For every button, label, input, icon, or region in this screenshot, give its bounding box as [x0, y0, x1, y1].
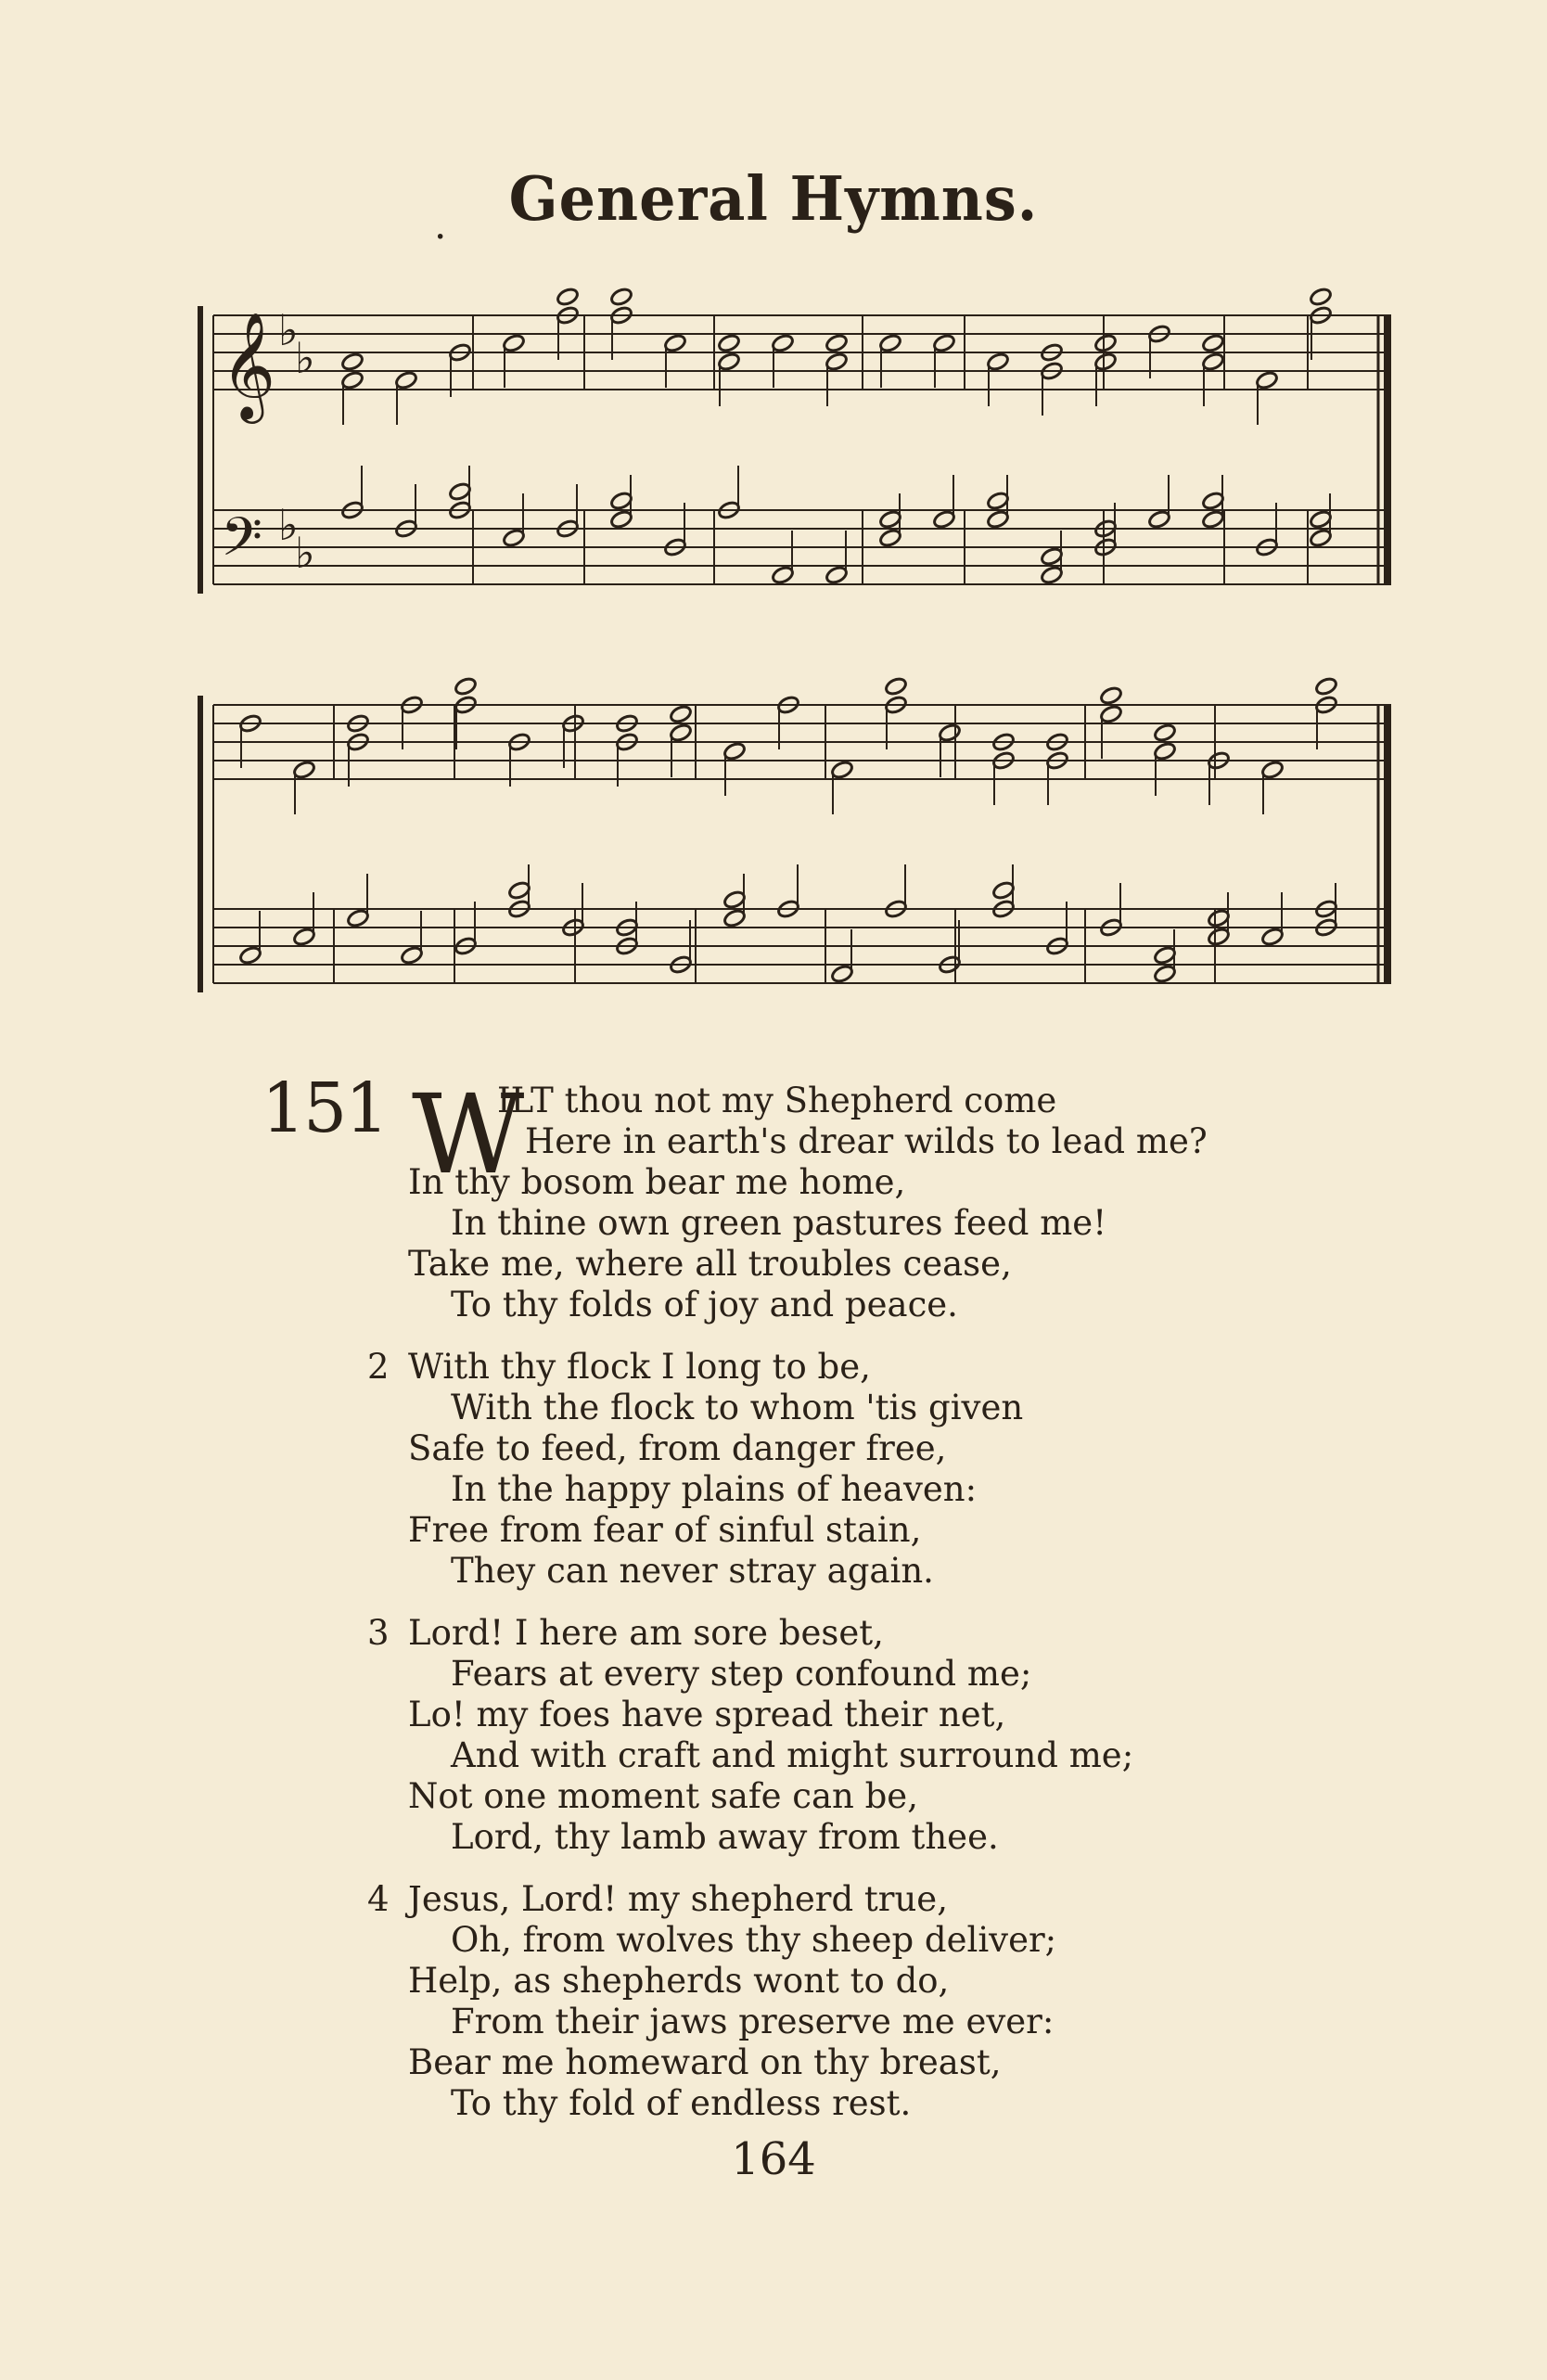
- note-head: [1099, 685, 1123, 706]
- note-head: [609, 287, 633, 307]
- verse-line: In thine own green pastures feed me!: [451, 1203, 1107, 1243]
- note-head: [1093, 333, 1118, 353]
- verse-number: 2: [367, 1347, 390, 1387]
- verse-line: Lord, thy lamb away from thee.: [451, 1817, 999, 1857]
- flat-sign: ♭: [295, 528, 315, 578]
- flat-sign: ♭: [295, 333, 315, 383]
- verse-line: Here in earth's drear wilds to lead me?: [525, 1121, 1208, 1161]
- verse-line: Oh, from wolves thy sheep deliver;: [451, 1920, 1057, 1960]
- verse-line: In the happy plains of heaven:: [451, 1469, 978, 1509]
- verse-number: 4: [367, 1879, 390, 1919]
- verse-line: To thy fold of endless rest.: [451, 2083, 912, 2123]
- verse-line: And with craft and might surround me;: [451, 1735, 1134, 1775]
- verse-line: From their jaws preserve me ever:: [451, 2002, 1055, 2041]
- verse-line: They can never stray again.: [451, 1551, 934, 1591]
- verse-line: Lord! I here am sore beset,: [408, 1613, 884, 1653]
- verse-line: Bear me homeward on thy breast,: [408, 2042, 1002, 2082]
- drop-cap: W: [412, 1070, 525, 1198]
- verse-line: Jesus, Lord! my shepherd true,: [408, 1879, 948, 1919]
- note-head: [454, 676, 478, 697]
- verse-line: Take me, where all troubles cease,: [408, 1244, 1012, 1284]
- header-mark: .: [434, 202, 447, 248]
- verse-line: Not one moment safe can be,: [408, 1776, 918, 1816]
- music-system-1: [195, 278, 1400, 621]
- verse-line: Lo! my foes have spread their net,: [408, 1695, 1006, 1734]
- note-head: [884, 676, 908, 697]
- verse-line: Safe to feed, from danger free,: [408, 1428, 947, 1468]
- note-head: [1201, 333, 1225, 353]
- verse-line: With the flock to whom 'tis given: [451, 1388, 1024, 1427]
- music-system-2: [195, 668, 1400, 1020]
- verse-line: To thy folds of joy and peace.: [451, 1285, 958, 1324]
- verse-line: With thy flock I long to be,: [408, 1347, 871, 1387]
- note-head: [1314, 676, 1338, 697]
- page-number: 164: [731, 2133, 816, 2185]
- page-title: General Hymns.: [508, 163, 1039, 235]
- verse-line: ILT thou not my Shepherd come: [497, 1081, 1057, 1120]
- bass-clef: 𝄢: [221, 505, 263, 582]
- verse-line: Fears at every step confound me;: [451, 1654, 1032, 1694]
- verse-number: 3: [367, 1613, 390, 1653]
- note-head: [825, 333, 849, 353]
- note-head: [669, 704, 693, 724]
- note-head: [1309, 287, 1333, 307]
- flat-sign: ♭: [278, 305, 299, 355]
- flat-sign: ♭: [278, 500, 299, 550]
- hymn-number: 151: [262, 1068, 388, 1148]
- treble-clef: 𝄞: [221, 311, 276, 419]
- verse-line: Free from fear of sinful stain,: [408, 1510, 922, 1550]
- note-head: [1153, 723, 1177, 743]
- note-head: [340, 352, 364, 372]
- note-head: [717, 333, 741, 353]
- verse-line: Help, as shepherds wont to do,: [408, 1961, 950, 2001]
- note-head: [556, 287, 580, 307]
- verse-line: In thy bosom bear me home,: [408, 1162, 906, 1202]
